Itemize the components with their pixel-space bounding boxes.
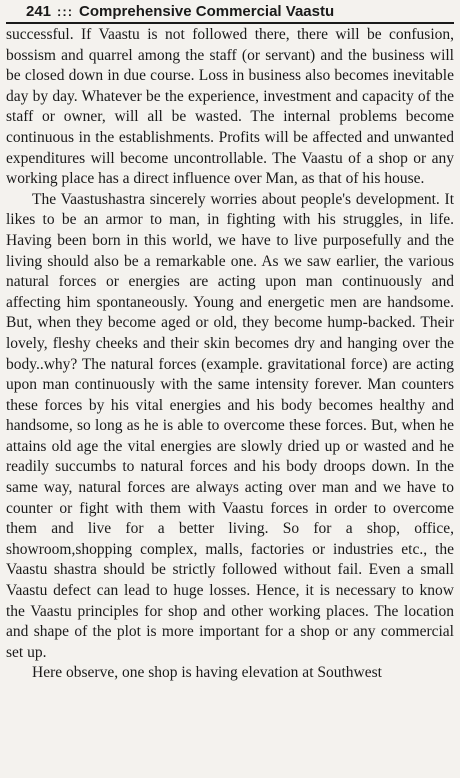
page-number: 241 — [26, 3, 52, 20]
header-rule — [6, 22, 454, 24]
body-text — [6, 25, 454, 684]
paragraph-vaastushastra: The Vaastushastra sincerely worries about people's development. It likes to be an armor to man, in fighting with his struggles, in life. Having been born in this world, we have to live purposefully and the living should also be a remarkable one. As we saw earlier, the various natural forces or energies are acting upon man continuously and affecting him spontaneously. Young and energetic men are handsome. But, when they become aged or old, they become hump-backed. Their lovely, fleshy cheeks and their skin becomes dry and hanging over the body..why? The natural forces (example. gravitational force) are acting upon man continuously with the same intensity forever. Man counters these forces by his vital energies and his body becomes healthy and handsome, so long as he is able to overcome these forces. But, when he attains old age the vital energies are slowly dried up or wasted and he readily succumbs to natural forces and his body droops down. In the same way, natural forces are always acting over man and we have to counter or fight with them with Vaastu forces in order to overcome them and live for a better living. So for a shop, office, showroom,shopping complex, malls, factories or industries etc., the Vaastu shastra should be strictly followed without fail. Even a small Vaastu defect can lead to huge losses. Hence, it is necessary to know the Vaastu principles for shop and other working places. The location and shape of the plot is more important for a shop or any commercial set up. — [6, 190, 454, 661]
paragraph-continuation: successful. If Vaastu is not followed there, there will be confusion, bossism and quarrel among the staff (or servant) and the business will be closed down in due course. Loss in business also becomes inevitable day by day. Whatever be the experience, investment and capacity of the staff or owner, will all be wasted. The internal problems become continuous in the establishments. Profits will be affected and unwanted expenditures will become uncontrollable. The Vaastu of a shop or any working place has a direct influence over Man, as that of his house. — [6, 26, 454, 188]
running-header — [6, 2, 454, 22]
paragraph-observe: Here observe, one shop is having elevation at Southwest — [32, 664, 382, 682]
book-title: Comprehensive Commercial Vaastu — [79, 3, 335, 20]
header-separator: ::: — [57, 4, 74, 19]
